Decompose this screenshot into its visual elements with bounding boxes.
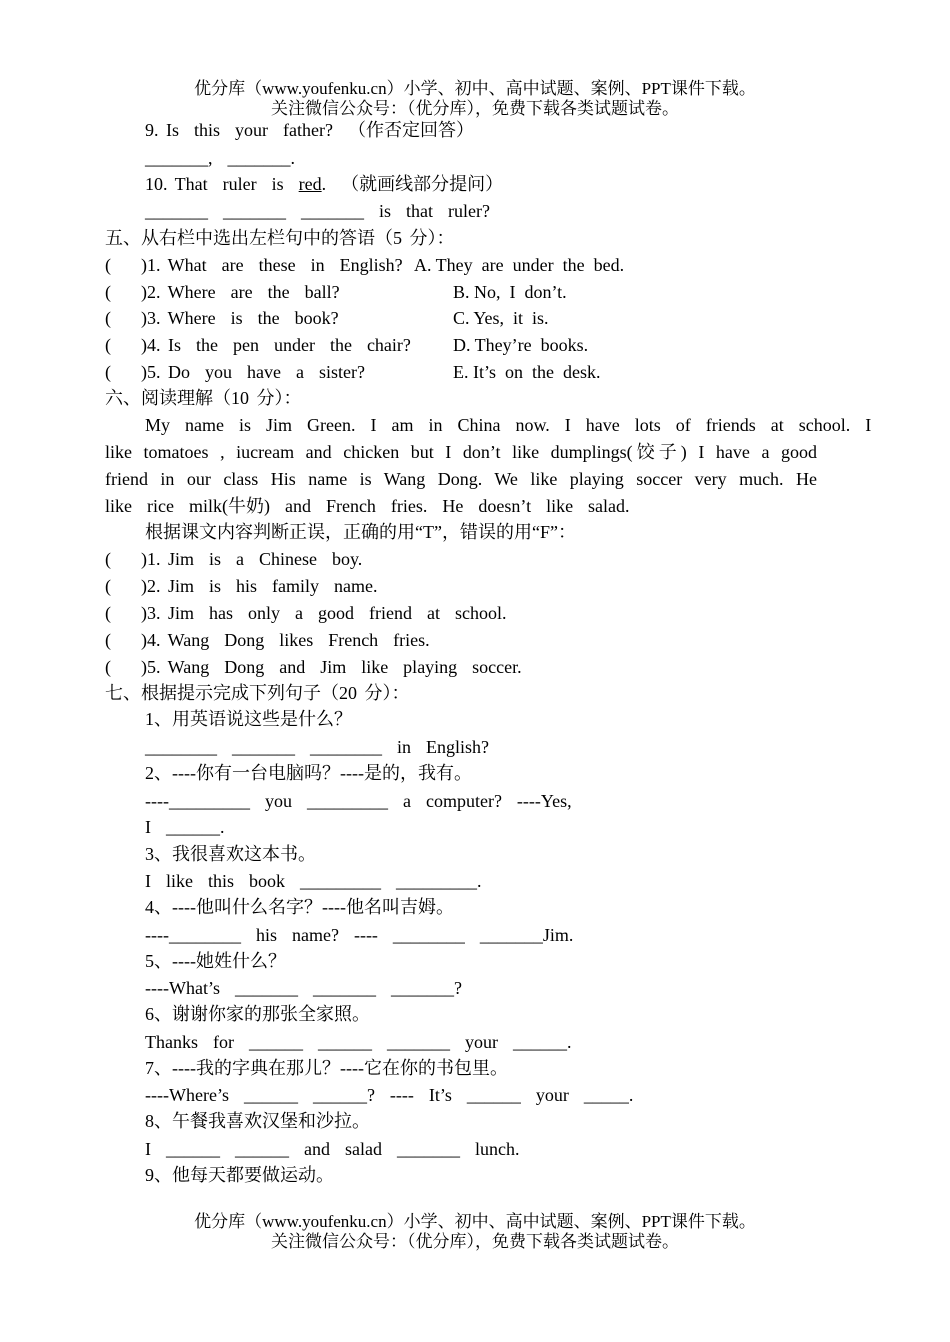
passage-line-3: friend in our class His name is Wang Dong. We like playing soccer very much. He (105, 469, 817, 489)
part7-title: 七、根据提示完成下列句子（20 分）： (105, 683, 410, 703)
footer-line-2: 关注微信公众号：（优分库），免费下载各类试题试卷。 (271, 1232, 679, 1251)
part6-item-5: ( )5. Wang Dong and Jim like playing soccer. (105, 657, 522, 677)
passage-line-1: My name is Jim Green. I am in China now. I have lots of friends at school. I (145, 415, 872, 435)
part7-line-17: I ______ ______ and salad _______ lunch. (145, 1139, 520, 1159)
part6-instruction: 根据课文内容判断正误，正确的用“T”，错误的用“F”： (145, 522, 576, 542)
passage-line-2: like tomatoes , iucream and chicken but I don’t like dumplings(饺子) I have a good (105, 442, 817, 462)
footer-line-1: 优分库（www.youfenku.cn）小学、初中、高中试题、案例、PPT课件下载。 (194, 1212, 756, 1231)
part5-item-5-right: E. It’s on the desk. (453, 362, 601, 382)
part7-line-18: 9、他每天都要做运动。 (145, 1165, 334, 1185)
part5-item-2-right: B. No, I don’t. (453, 282, 567, 302)
part7-line-1: 1、用英语说这些是什么？ (145, 709, 352, 729)
header-line-2: 关注微信公众号：（优分库），免费下载各类试题试卷。 (271, 99, 679, 118)
part7-line-2: ________ _______ ________ in English? (145, 737, 489, 757)
part7-line-12: 6、谢谢你家的那张全家照。 (145, 1004, 370, 1024)
part5-title: 五、从右栏中选出左栏句中的答语（5 分）： (105, 228, 455, 248)
part6-item-1: ( )1. Jim is a Chinese boy. (105, 549, 363, 569)
header-line-1: 优分库（www.youfenku.cn）小学、初中、高中试题、案例、PPT课件下载。 (194, 79, 756, 98)
q10-underlined-word: red (298, 174, 322, 194)
q9-answer-blanks: _______, _______. (145, 148, 295, 168)
part7-line-13: Thanks for ______ ______ _______ your ______. (145, 1032, 572, 1052)
part7-line-16: 8、午餐我喜欢汉堡和沙拉。 (145, 1111, 370, 1131)
part7-line-11: ----What’s _______ _______ _______? (145, 978, 462, 998)
part6-item-3: ( )3. Jim has only a good friend at school. (105, 603, 507, 623)
part6-title: 六、阅读理解（10 分）： (105, 388, 302, 408)
part7-line-7: I like this book _________ _________. (145, 871, 482, 891)
part7-line-10: 5、----她姓什么？ (145, 951, 286, 971)
part5-item-1-left: ( )1. What are these in English? (105, 255, 403, 275)
part5-item-1-right: A. They are under the bed. (414, 255, 625, 275)
q10-text: 10. That ruler is red. （就画线部分提问） (145, 174, 504, 194)
part6-item-2: ( )2. Jim is his family name. (105, 576, 378, 596)
part6-item-4: ( )4. Wang Dong likes French fries. (105, 630, 430, 650)
part7-line-8: 4、----他叫什么名字？----他名叫吉姆。 (145, 897, 454, 917)
part5-item-2-left: ( )2. Where are the ball? (105, 282, 340, 302)
part5-item-4-left: ( )4. Is the pen under the chair? (105, 335, 411, 355)
part7-line-15: ----Where’s ______ ______? ---- It’s ______ your _____. (145, 1085, 634, 1105)
part5-item-4-right: D. They’re books. (453, 335, 589, 355)
passage-line-4: like rice milk(牛奶) and French fries. He doesn’t like salad. (105, 496, 630, 516)
part5-item-5-left: ( )5. Do you have a sister? (105, 362, 365, 382)
part7-line-5: I ______. (145, 817, 225, 837)
part7-line-9: ----________ his name? ---- ________ _______Jim. (145, 925, 574, 945)
part7-line-3: 2、----你有一台电脑吗？----是的，我有。 (145, 763, 472, 783)
part5-item-3-right: C. Yes, it is. (453, 308, 549, 328)
q10-answer-blanks: _______ _______ _______ is that ruler? (145, 201, 490, 221)
part7-line-4: ----_________ you _________ a computer? ----Yes, (145, 791, 572, 811)
part7-line-6: 3、我很喜欢这本书。 (145, 844, 316, 864)
part7-line-14: 7、----我的字典在那儿？----它在你的书包里。 (145, 1058, 508, 1078)
part5-item-3-left: ( )3. Where is the book? (105, 308, 339, 328)
q9-text: 9. Is this your father? （作否定回答） (145, 120, 474, 140)
